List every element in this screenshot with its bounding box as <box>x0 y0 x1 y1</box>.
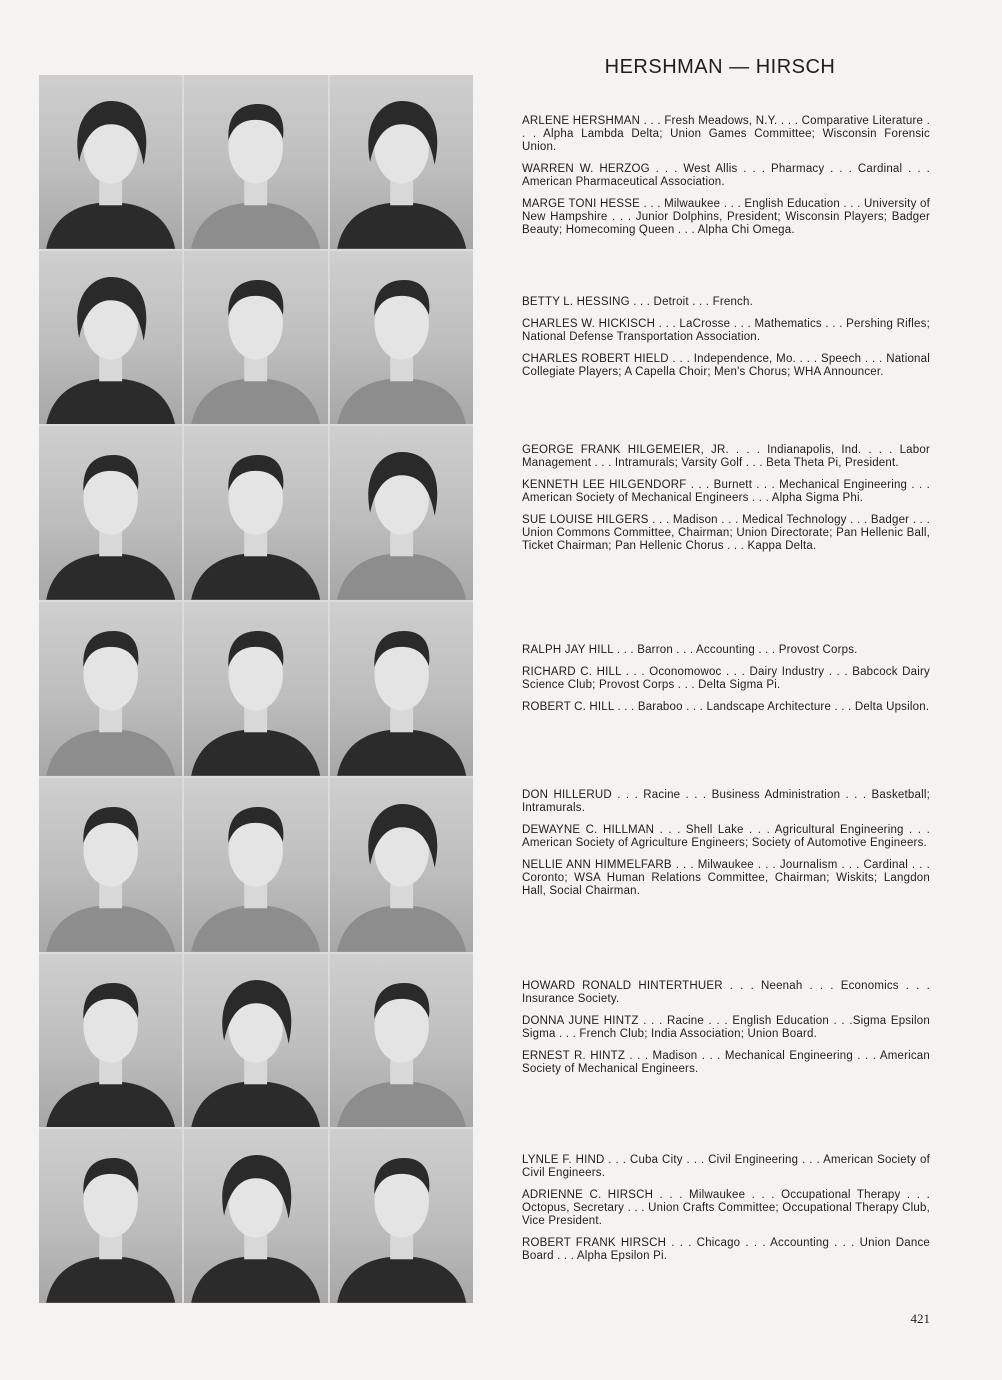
student-portrait <box>184 251 327 425</box>
student-portrait <box>330 954 473 1128</box>
student-portrait <box>39 778 182 952</box>
student-biography: LYNLE F. HIND . . . Cuba City . . . Civil Engineering . . . American Society of Civil Engineers. <box>522 1154 930 1179</box>
student-biography: WARREN W. HERZOG . . . West Allis . . . Pharmacy . . . Cardinal . . . American Pharmaceutical Association. <box>522 163 930 188</box>
student-biography: SUE LOUISE HILGERS . . . Madison . . . Medical Technology . . . Badger . . . Union Commons Committee, Chairman; Union Directorate; Pan Hellenic Ball, Ticket Chairman; Pan Hellenic Chorus . . . Kappa Delta. <box>522 514 930 552</box>
page-number: 421 <box>910 1311 930 1326</box>
biography-group <box>522 980 930 1085</box>
student-biography: ADRIENNE C. HIRSCH . . . Milwaukee . . . Occupational Therapy . . . Octopus, Secretary . . . Union Crafts Committee; Occupational Therapy Club, Vice President. <box>522 1189 930 1227</box>
student-portrait <box>184 426 327 600</box>
biography-group <box>522 789 930 907</box>
student-biography: CHARLES ROBERT HIELD . . . Independence, Mo. . . . Speech . . . National Collegiate Players; A Capella Choir; Men's Chorus; WHA Announcer. <box>522 353 930 378</box>
student-biography: HOWARD RONALD HINTERTHUER . . . Neenah . . . Economics . . . Insurance Society. <box>522 980 930 1005</box>
student-biography: ARLENE HERSHMAN . . . Fresh Meadows, N.Y. . . . Comparative Literature . . . Alpha Lambda Delta; Union Games Committee; Wisconsin Forensic Union. <box>522 115 930 153</box>
biography-group <box>522 296 930 388</box>
student-portrait <box>184 954 327 1128</box>
student-portrait <box>330 251 473 425</box>
student-biography: ERNEST R. HINTZ . . . Madison . . . Mechanical Engineering . . . American Society of Mechanical Engineers. <box>522 1050 930 1075</box>
biography-group <box>522 444 930 562</box>
student-biography: DEWAYNE C. HILLMAN . . . Shell Lake . . . Agricultural Engineering . . . American Society of Agriculture Engineers; Society of Automotive Engineers. <box>522 824 930 849</box>
student-portrait <box>184 75 327 249</box>
student-portrait <box>330 426 473 600</box>
student-biography: KENNETH LEE HILGENDORF . . . Burnett . . . Mechanical Engineering . . . American Society of Mechanical Engineers . . . Alpha Sigma Phi. <box>522 479 930 504</box>
student-biography: RICHARD C. HILL . . . Oconomowoc . . . Dairy Industry . . . Babcock Dairy Science Club; Provost Corps . . . Delta Sigma Pi. <box>522 666 930 691</box>
student-biography: ROBERT C. HILL . . . Baraboo . . . Landscape Architecture . . . Delta Upsilon. <box>522 701 930 713</box>
page-title: HERSHMAN — HIRSCH <box>604 56 836 78</box>
student-biography: BETTY L. HESSING . . . Detroit . . . French. <box>522 296 753 308</box>
student-biography: DONNA JUNE HINTZ . . . Racine . . . English Education . . .Sigma Epsilon Sigma . . . French Club; India Association; Union Board. <box>522 1015 930 1040</box>
student-portrait <box>39 954 182 1128</box>
student-portrait <box>39 426 182 600</box>
student-portrait <box>39 1129 182 1303</box>
biography-group <box>522 644 930 723</box>
student-biography: GEORGE FRANK HILGEMEIER, JR. . . . Indianapolis, Ind. . . . Labor Management . . . Intramurals; Varsity Golf . . . Beta Theta Pi, President. <box>522 444 930 469</box>
student-portrait <box>39 602 182 776</box>
student-portrait <box>184 778 327 952</box>
student-portrait <box>39 251 182 425</box>
biography-group <box>522 1154 930 1272</box>
student-biography: CHARLES W. HICKISCH . . . LaCrosse . . . Mathematics . . . Pershing Rifles; National Defense Transportation Association. <box>522 318 930 343</box>
student-portrait <box>184 1129 327 1303</box>
student-portrait <box>330 778 473 952</box>
student-biography: ROBERT FRANK HIRSCH . . . Chicago . . . Accounting . . . Union Dance Board . . . Alpha Epsilon Pi. <box>522 1237 930 1262</box>
student-portrait <box>330 1129 473 1303</box>
student-portrait <box>330 75 473 249</box>
student-portrait <box>39 75 182 249</box>
portrait-grid <box>39 75 473 1303</box>
student-biography: DON HILLERUD . . . Racine . . . Business Administration . . . Basketball; Intramurals. <box>522 789 930 814</box>
student-biography: MARGE TONI HESSE . . . Milwaukee . . . English Education . . . University of New Hampshire . . . Junior Dolphins, President; Wisconsin Players; Badger Beauty; Homecoming Queen . . . Alpha Chi Omega. <box>522 198 930 236</box>
biography-group <box>522 115 930 246</box>
student-portrait <box>184 602 327 776</box>
student-portrait <box>330 602 473 776</box>
student-biography: NELLIE ANN HIMMELFARB . . . Milwaukee . . . Journalism . . . Cardinal . . . Coronto; WSA Human Relations Committee, Chairman; Wiskits; Langdon Hall, Social Chairman. <box>522 859 930 897</box>
student-biography: RALPH JAY HILL . . . Barron . . . Accounting . . . Provost Corps. <box>522 644 858 656</box>
